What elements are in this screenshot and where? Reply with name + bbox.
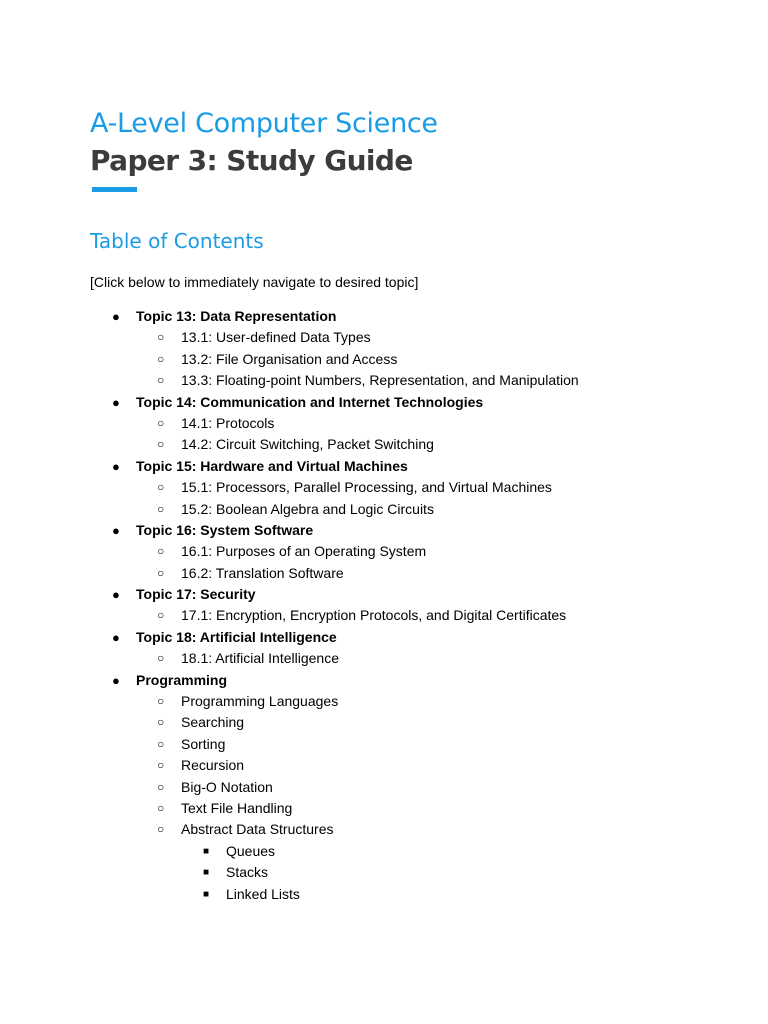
toc-topic-link[interactable] bbox=[0, 670, 768, 691]
toc-subtopic-link[interactable] bbox=[0, 563, 768, 584]
hollow-circle-bullet-icon: ○ bbox=[157, 351, 165, 366]
toc-subtopic-link[interactable] bbox=[0, 541, 768, 562]
toc-entry-label[interactable]: Searching bbox=[181, 714, 245, 731]
toc-entry-label[interactable]: 17.1: Encryption, Encryption Protocols, and Digital Certificates bbox=[181, 607, 567, 624]
toc-subtopic-link[interactable] bbox=[0, 691, 768, 712]
toc-topic-link[interactable] bbox=[0, 392, 768, 413]
toc-entry-label[interactable]: 16.1: Purposes of an Operating System bbox=[181, 543, 427, 560]
toc-entry-label[interactable]: 14.1: Protocols bbox=[181, 414, 275, 431]
toc-entry-label[interactable]: Topic 18: Artificial Intelligence bbox=[136, 628, 337, 645]
toc-subtopic-link[interactable] bbox=[0, 712, 768, 733]
filled-circle-bullet-icon: ● bbox=[112, 458, 120, 474]
toc-entry-label[interactable]: Sorting bbox=[181, 735, 226, 752]
hollow-circle-bullet-icon: ○ bbox=[157, 651, 165, 666]
toc-topic-link[interactable] bbox=[0, 306, 768, 327]
document-title: A-Level Computer Science bbox=[90, 108, 438, 139]
toc-subtopic-link[interactable] bbox=[0, 819, 768, 840]
toc-subtopic-link[interactable] bbox=[0, 734, 768, 755]
toc-topic-link[interactable] bbox=[0, 627, 768, 648]
toc-entry-label[interactable]: 14.2: Circuit Switching, Packet Switching bbox=[181, 436, 434, 453]
toc-entry-label[interactable]: Programming bbox=[136, 671, 228, 688]
document-subtitle: Paper 3: Study Guide bbox=[90, 144, 413, 177]
toc-topic-link[interactable] bbox=[0, 584, 768, 605]
toc-instruction: [Click below to immediately navigate to desired topic] bbox=[90, 274, 419, 290]
toc-entry-label[interactable]: Topic 13: Data Representation bbox=[136, 308, 337, 324]
hollow-circle-bullet-icon: ○ bbox=[157, 415, 165, 430]
toc-subtopic-link[interactable] bbox=[0, 648, 768, 669]
toc-entry-label[interactable]: Stacks bbox=[226, 864, 269, 881]
toc-subtopic-link[interactable] bbox=[0, 477, 768, 498]
toc-entry-label[interactable]: 15.1: Processors, Parallel Processing, and Virtual Machines bbox=[181, 479, 552, 496]
hollow-circle-bullet-icon: ○ bbox=[157, 480, 165, 495]
toc-entry-label[interactable]: Big-O Notation bbox=[181, 778, 273, 795]
hollow-circle-bullet-icon: ○ bbox=[157, 758, 165, 773]
toc-subitem-link[interactable] bbox=[0, 841, 768, 862]
hollow-circle-bullet-icon: ○ bbox=[157, 800, 165, 815]
toc-entry-label[interactable]: Topic 17: Security bbox=[136, 586, 256, 603]
hollow-circle-bullet-icon: ○ bbox=[157, 330, 165, 345]
toc-subtopic-link[interactable] bbox=[0, 777, 768, 798]
toc-subtopic-link[interactable] bbox=[0, 349, 768, 370]
hollow-circle-bullet-icon: ○ bbox=[157, 822, 165, 837]
toc-entry-label[interactable]: 13.3: Floating-point Numbers, Representation, and Manipulation bbox=[181, 372, 579, 389]
hollow-circle-bullet-icon: ○ bbox=[157, 501, 165, 516]
filled-circle-bullet-icon: ● bbox=[112, 522, 120, 538]
toc-entry-label[interactable]: 13.1: User-defined Data Types bbox=[181, 329, 371, 346]
toc-entry-label[interactable]: Queues bbox=[226, 842, 276, 859]
hollow-circle-bullet-icon: ○ bbox=[157, 694, 165, 709]
toc-topic-link[interactable] bbox=[0, 456, 768, 477]
toc-subtopic-link[interactable] bbox=[0, 327, 768, 348]
filled-circle-bullet-icon: ● bbox=[112, 587, 120, 603]
square-bullet-icon: ■ bbox=[203, 888, 210, 900]
toc-subtopic-link[interactable] bbox=[0, 370, 768, 391]
filled-circle-bullet-icon: ● bbox=[112, 629, 120, 645]
toc-heading: Table of Contents bbox=[90, 229, 264, 253]
toc-entry-label[interactable]: Linked Lists bbox=[226, 885, 300, 902]
toc-entry-label[interactable]: Topic 15: Hardware and Virtual Machines bbox=[136, 457, 408, 474]
hollow-circle-bullet-icon: ○ bbox=[157, 565, 165, 580]
toc-entry-label[interactable]: Abstract Data Structures bbox=[181, 821, 334, 838]
toc-entry-label[interactable]: Recursion bbox=[181, 757, 245, 774]
toc-entry-label[interactable]: 16.2: Translation Software bbox=[181, 564, 344, 581]
toc-subtopic-link[interactable] bbox=[0, 798, 768, 819]
hollow-circle-bullet-icon: ○ bbox=[157, 779, 165, 794]
toc-entry-label[interactable]: Topic 16: System Software bbox=[136, 521, 314, 538]
toc-entry-label[interactable]: 15.2: Boolean Algebra and Logic Circuits bbox=[181, 500, 434, 517]
toc-subtopic-link[interactable] bbox=[0, 605, 768, 626]
filled-circle-bullet-icon: ● bbox=[112, 309, 120, 324]
hollow-circle-bullet-icon: ○ bbox=[157, 715, 165, 730]
square-bullet-icon: ■ bbox=[203, 845, 210, 857]
square-bullet-icon: ■ bbox=[203, 867, 210, 879]
toc-entry-label[interactable]: 18.1: Artificial Intelligence bbox=[181, 650, 339, 667]
toc-subitem-link[interactable] bbox=[0, 862, 768, 883]
filled-circle-bullet-icon: ● bbox=[112, 394, 120, 410]
toc-subitem-link[interactable] bbox=[0, 884, 768, 905]
title-accent-bar bbox=[92, 187, 137, 192]
hollow-circle-bullet-icon: ○ bbox=[157, 608, 165, 623]
hollow-circle-bullet-icon: ○ bbox=[157, 373, 165, 388]
hollow-circle-bullet-icon: ○ bbox=[157, 544, 165, 559]
toc-entry-label[interactable]: Text File Handling bbox=[181, 799, 293, 816]
table-of-contents bbox=[0, 306, 768, 905]
filled-circle-bullet-icon: ● bbox=[112, 672, 120, 688]
toc-subtopic-link[interactable] bbox=[0, 499, 768, 520]
toc-topic-link[interactable] bbox=[0, 520, 768, 541]
toc-entry-label[interactable]: 13.2: File Organisation and Access bbox=[181, 350, 398, 367]
hollow-circle-bullet-icon: ○ bbox=[157, 736, 165, 751]
toc-subtopic-link[interactable] bbox=[0, 755, 768, 776]
toc-entry-label[interactable]: Programming Languages bbox=[181, 693, 339, 710]
toc-entry-label[interactable]: Topic 14: Communication and Internet Technologies bbox=[136, 393, 484, 410]
toc-subtopic-link[interactable] bbox=[0, 434, 768, 455]
hollow-circle-bullet-icon: ○ bbox=[157, 437, 165, 452]
toc-subtopic-link[interactable] bbox=[0, 413, 768, 434]
